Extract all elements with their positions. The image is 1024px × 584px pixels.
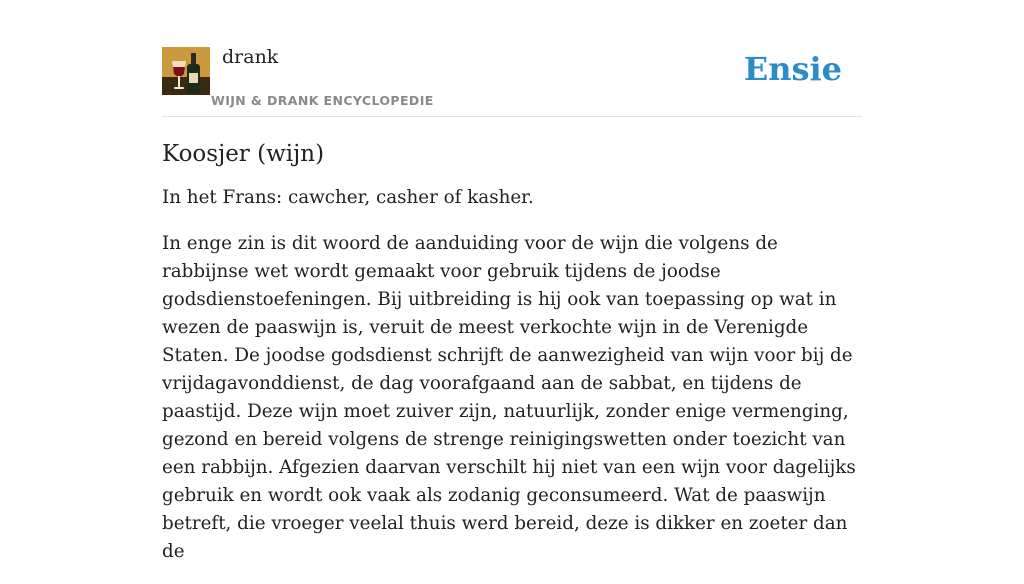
article-paragraph: In het Frans: cawcher, casher of kasher.	[162, 187, 534, 208]
article-paragraph: In enge zin is dit woord de aanduiding voor de wijn die volgens de rabbijnse wet wordt gemaakt voor gebruik tijdens de joodse godsdienstoefeningen. Bij uitbreiding is hij ook van toepassing op wat in wezen de paaswijn is, veruit de meest verkochte wijn in de Verenigde Staten. De joodse godsdienst schrijft de aanwezigheid van wijn voor bij de vrijdagavonddienst, de dag voorafgaand aan de sabbat, en tijdens de paastijd. Deze wijn moet zuiver zijn, natuurlijk, zonder enige vermenging, gezond en bereid volgens de strenge reinigingswetten onder toezicht van een rabbijn. Afgezien daarvan verschilt hij niet van een wijn voor dagelijks gebruik en wordt ook vaak als zodanig geconsumeerd. Wat de paaswijn betreft, die vroeger veelal thuis werd bereid, deze is dikker en zoeter dan de	[162, 233, 856, 562]
category-link[interactable]: drank	[222, 46, 279, 68]
article-title: Koosjer (wijn)	[162, 141, 325, 167]
article	[162, 138, 862, 584]
category-avatar[interactable]	[162, 47, 210, 95]
wine-bottle-glass-icon	[162, 47, 210, 95]
encyclopedia-subtitle: WIJN & DRANK ENCYCLOPEDIE	[211, 93, 434, 108]
ensie-logo[interactable]: Ensie	[743, 50, 842, 88]
header	[162, 0, 862, 117]
